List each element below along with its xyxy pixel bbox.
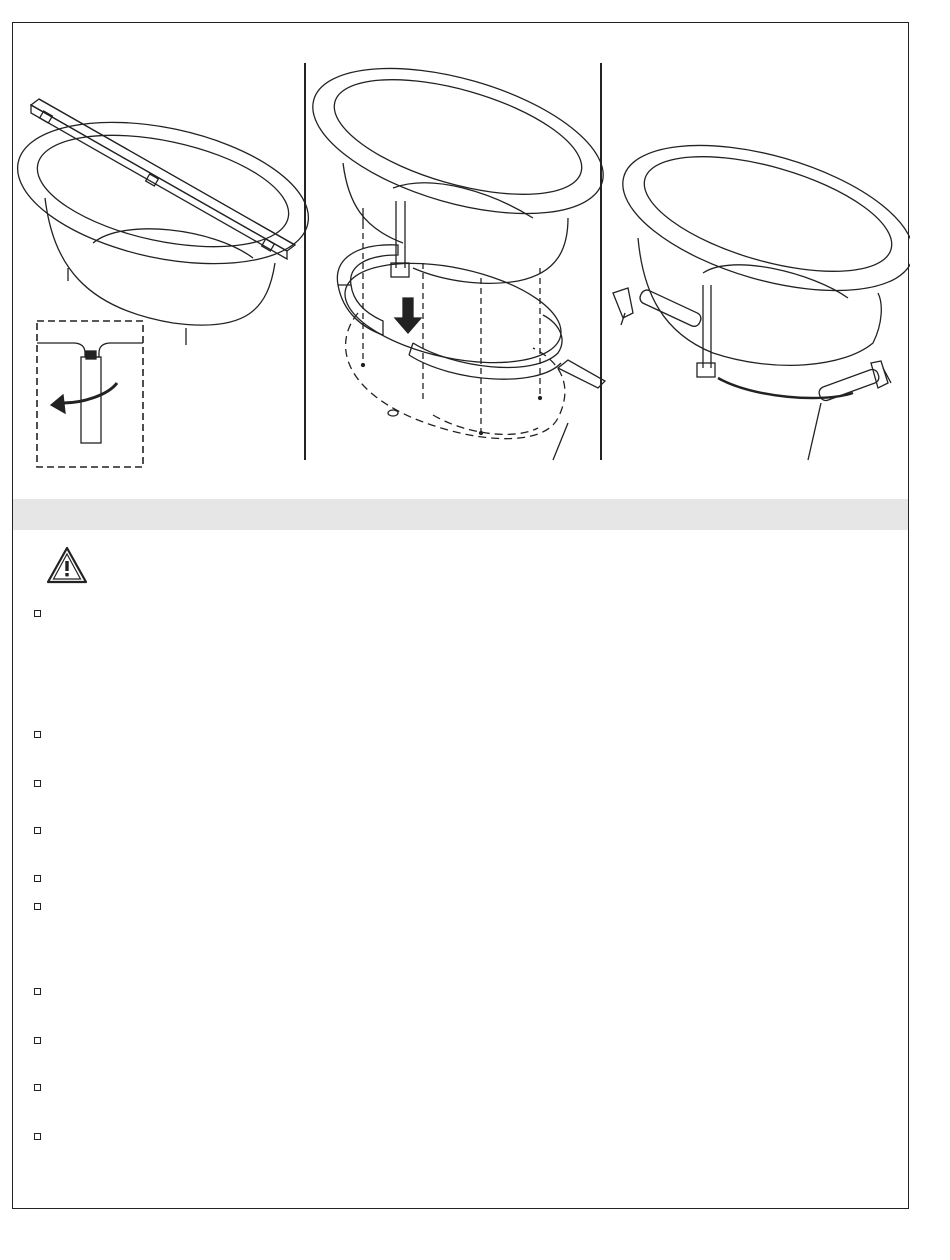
checkbox-square-icon <box>34 610 41 617</box>
checkbox-square-icon <box>34 988 41 995</box>
leg-adjust-detail <box>37 321 143 467</box>
checkbox-square-icon <box>34 827 41 834</box>
page-frame <box>12 22 909 1209</box>
checkbox-square-icon <box>34 1084 41 1091</box>
installation-illustrations <box>13 23 910 499</box>
tub-base-illustration <box>297 40 620 460</box>
checkbox-square-icon <box>34 903 41 910</box>
checkbox-square-icon <box>34 731 41 738</box>
checkbox-square-icon <box>34 1133 41 1140</box>
checkbox-square-icon <box>34 780 41 787</box>
checkbox-square-icon <box>34 875 41 882</box>
tub-level-illustration <box>13 99 321 345</box>
tub-caulk-illustration <box>607 117 910 460</box>
section-header-band <box>13 499 908 530</box>
checkbox-square-icon <box>34 1037 41 1044</box>
warning-triangle-icon <box>45 545 89 585</box>
